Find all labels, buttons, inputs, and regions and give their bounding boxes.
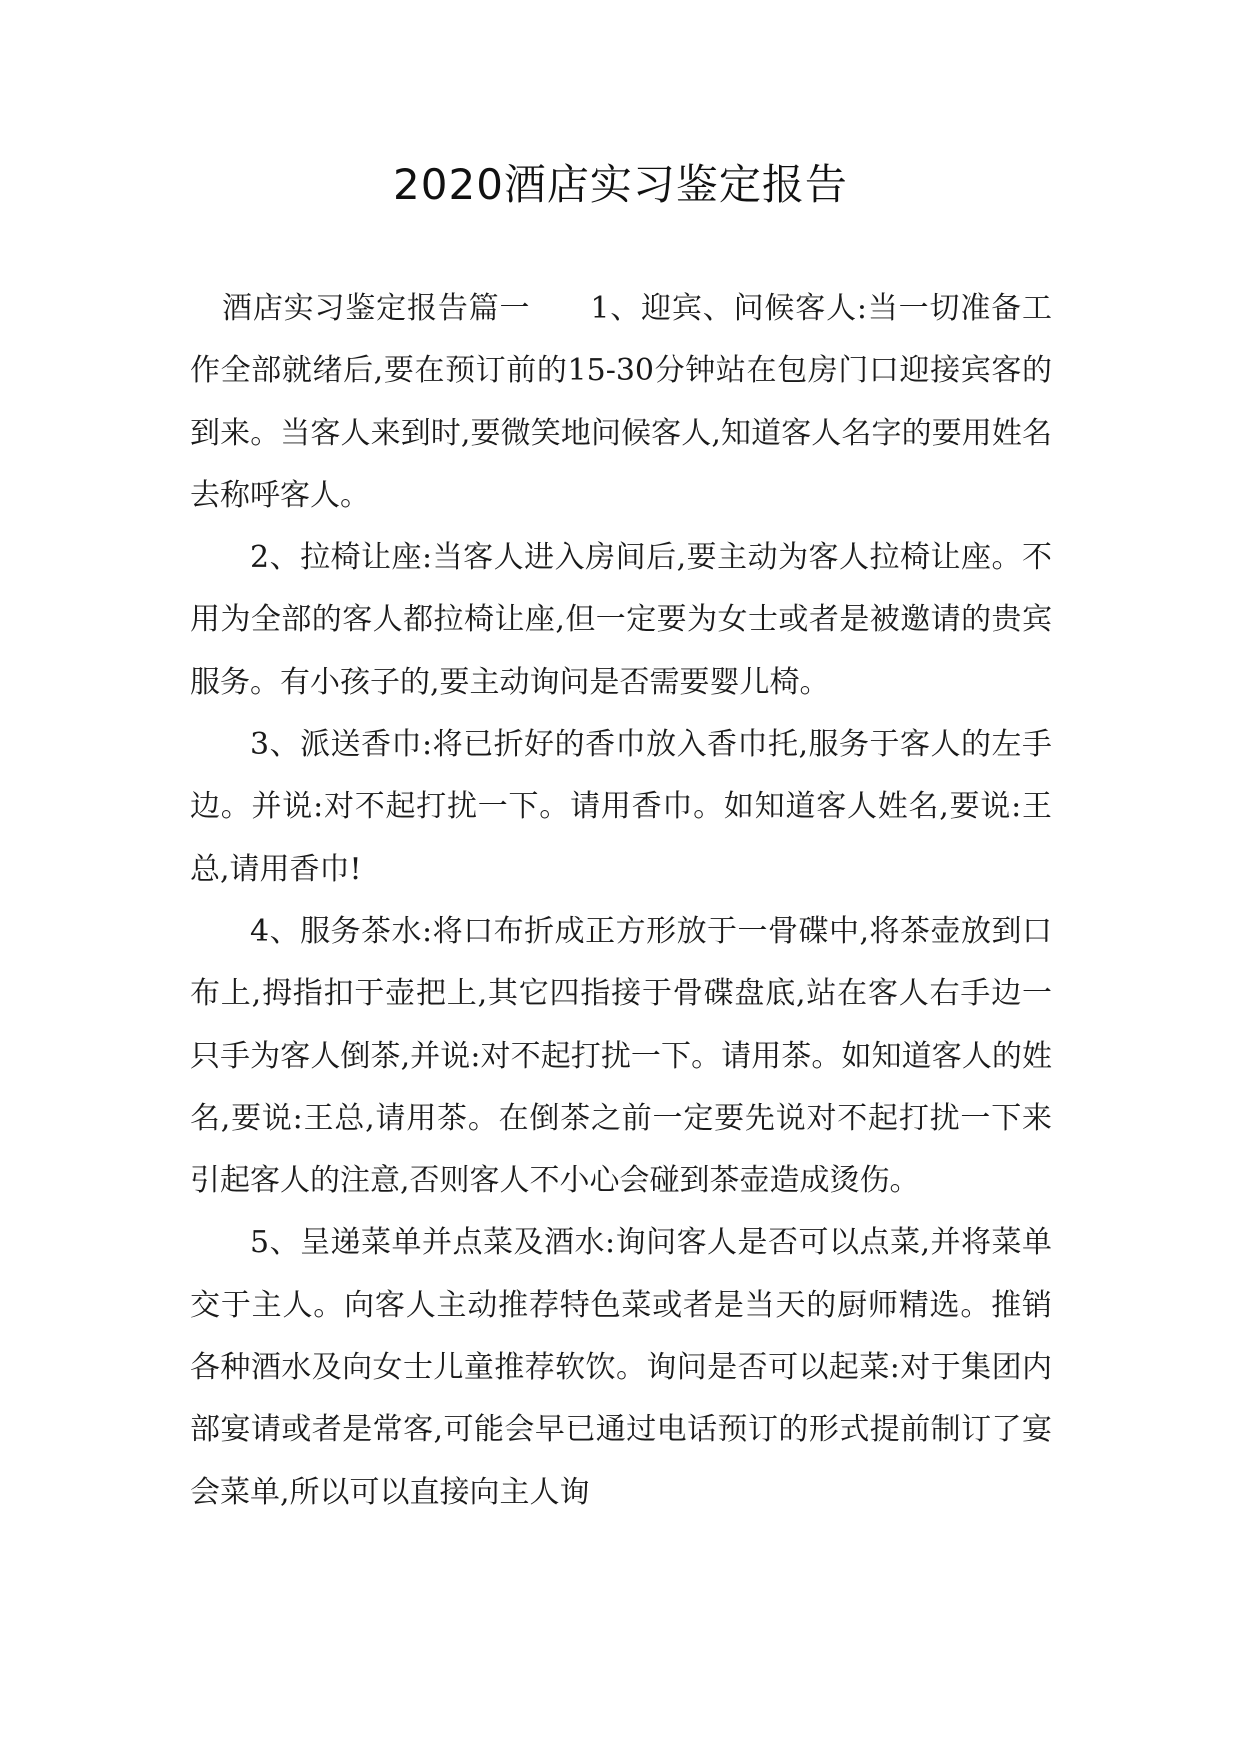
paragraph-4: 4、服务茶水:将口布折成正方形放于一骨碟中,将茶壶放到口布上,拇指扣于壶把上,其它四指接于骨碟盘底,站在客人右手边一只手为客人倒茶,并说:对不起打扰一下。请用茶。如知道客人的姓名,要说:王总,请用茶。在倒茶之前一定要先说对不起打扰一下来引起客人的注意,否则客人不小心会碰到茶壶造成烫伤。 xyxy=(190,913,1052,1199)
paragraph-3: 3、派送香巾:将已折好的香巾放入香巾托,服务于客人的左手边。并说:对不起打扰一下。请用香巾。如知道客人姓名,要说:王总,请用香巾! xyxy=(190,727,1052,887)
document-body xyxy=(190,278,1052,1524)
document-title: 2020酒店实习鉴定报告 xyxy=(393,160,848,209)
paragraph-1 xyxy=(190,278,1052,527)
paragraph-1-text: 1、迎宾、问候客人:当一切准备工作全部就绪后,要在预订前的15-30分钟站在包房门口迎接宾客的到来。当客人来到时,要微笑地问候客人,知道客人名字的要用姓名去称呼客人。 xyxy=(190,291,1053,513)
paragraph-5: 5、呈递菜单并点菜及酒水:询问客人是否可以点菜,并将菜单交于主人。向客人主动推荐特色菜或者是当天的厨师精选。推销各种酒水及向女士儿童推荐软饮。询问是否可以起菜:对于集团内部宴请或者是常客,可能会早已通过电话预订的形式提前制订了宴会菜单,所以可以直接向主人询 xyxy=(190,1225,1052,1510)
paragraph-2: 2、拉椅让座:当客人进入房间后,要主动为客人拉椅让座。不用为全部的客人都拉椅让座,但一定要为女士或者是被邀请的贵宾服务。有小孩子的,要主动询问是否需要婴儿椅。 xyxy=(190,540,1052,700)
section-heading: 酒店实习鉴定报告篇一 xyxy=(222,291,531,326)
